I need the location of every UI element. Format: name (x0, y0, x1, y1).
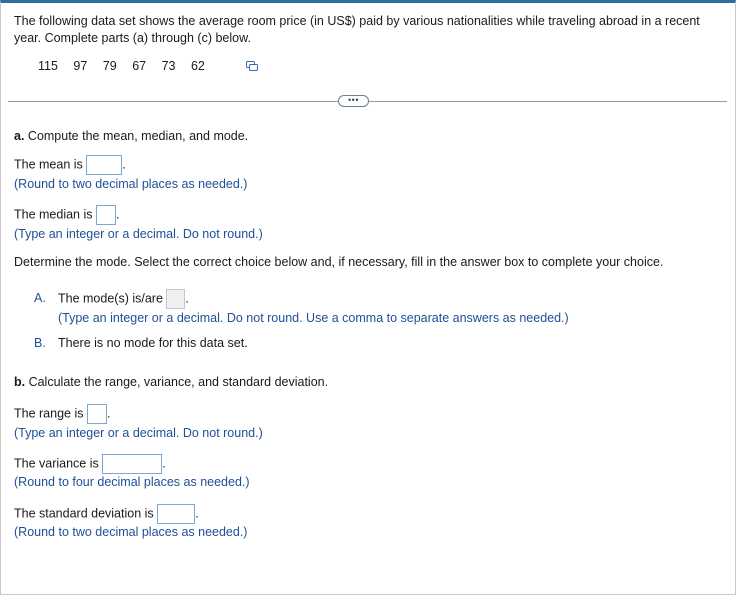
variance-input[interactable] (102, 454, 162, 474)
mean-hint: (Round to two decimal places as needed.) (14, 177, 248, 191)
part-a-heading-text: Compute the mean, median, and mode. (24, 129, 249, 143)
range-hint: (Type an integer or a decimal. Do not round.) (14, 426, 263, 440)
part-b-letter: b. (14, 375, 26, 389)
sd-row (14, 504, 199, 524)
part-b-heading-text: Calculate the range, variance, and standard deviation. (25, 375, 329, 389)
data-value: 62 (190, 59, 205, 73)
choice-a-label: The mode(s) is/are (58, 291, 163, 306)
choice-a-letter[interactable]: A. (34, 291, 46, 306)
range-input[interactable] (87, 404, 107, 424)
choice-b[interactable] (34, 336, 248, 350)
data-value: 73 (161, 59, 176, 73)
choice-a-hint: (Type an integer or a decimal. Do not round. Use a comma to separate answers as needed.) (58, 311, 569, 325)
choice-b-letter[interactable]: B. (34, 336, 46, 350)
period: . (116, 207, 120, 222)
mean-label: The mean is (14, 157, 83, 172)
median-label: The median is (14, 207, 93, 222)
data-value: 79 (102, 59, 117, 73)
choice-a[interactable] (34, 289, 189, 309)
data-set (38, 59, 217, 73)
variance-label: The variance is (14, 456, 99, 471)
period: . (185, 291, 189, 306)
period: . (195, 506, 199, 521)
sd-input[interactable] (157, 504, 195, 524)
range-label: The range is (14, 406, 84, 421)
mean-input[interactable] (86, 155, 122, 175)
variance-row (14, 454, 166, 474)
sd-label: The standard deviation is (14, 506, 154, 521)
part-a-heading (14, 129, 248, 143)
variance-hint: (Round to four decimal places as needed.) (14, 475, 250, 489)
period: . (162, 456, 166, 471)
question-intro: The following data set shows the average room price (in US$) paid by various nationalities while traveling abroad in a recent year. Complete parts (a) through (c) below. (14, 14, 700, 45)
mode-input[interactable] (166, 289, 185, 309)
divider (369, 101, 727, 102)
mode-instruction: Determine the mode. Select the correct choice below and, if necessary, fill in the answer box to complete your choice. (14, 255, 664, 269)
expand-more-button[interactable]: ••• (338, 95, 369, 107)
divider (8, 101, 338, 102)
period: . (122, 157, 126, 172)
copy-data-icon[interactable] (246, 61, 258, 72)
data-value: 67 (132, 59, 147, 73)
data-value: 97 (73, 59, 88, 73)
part-a-letter: a. (14, 129, 25, 143)
median-row (14, 205, 119, 225)
median-input[interactable] (96, 205, 116, 225)
period: . (106, 406, 111, 421)
sd-hint: (Round to two decimal places as needed.) (14, 525, 248, 539)
range-row (14, 404, 110, 424)
part-b-heading (14, 375, 328, 389)
choice-b-label: There is no mode for this data set. (58, 336, 248, 350)
mean-row (14, 155, 126, 175)
data-value: 115 (38, 59, 58, 73)
median-hint: (Type an integer or a decimal. Do not round.) (14, 227, 263, 241)
